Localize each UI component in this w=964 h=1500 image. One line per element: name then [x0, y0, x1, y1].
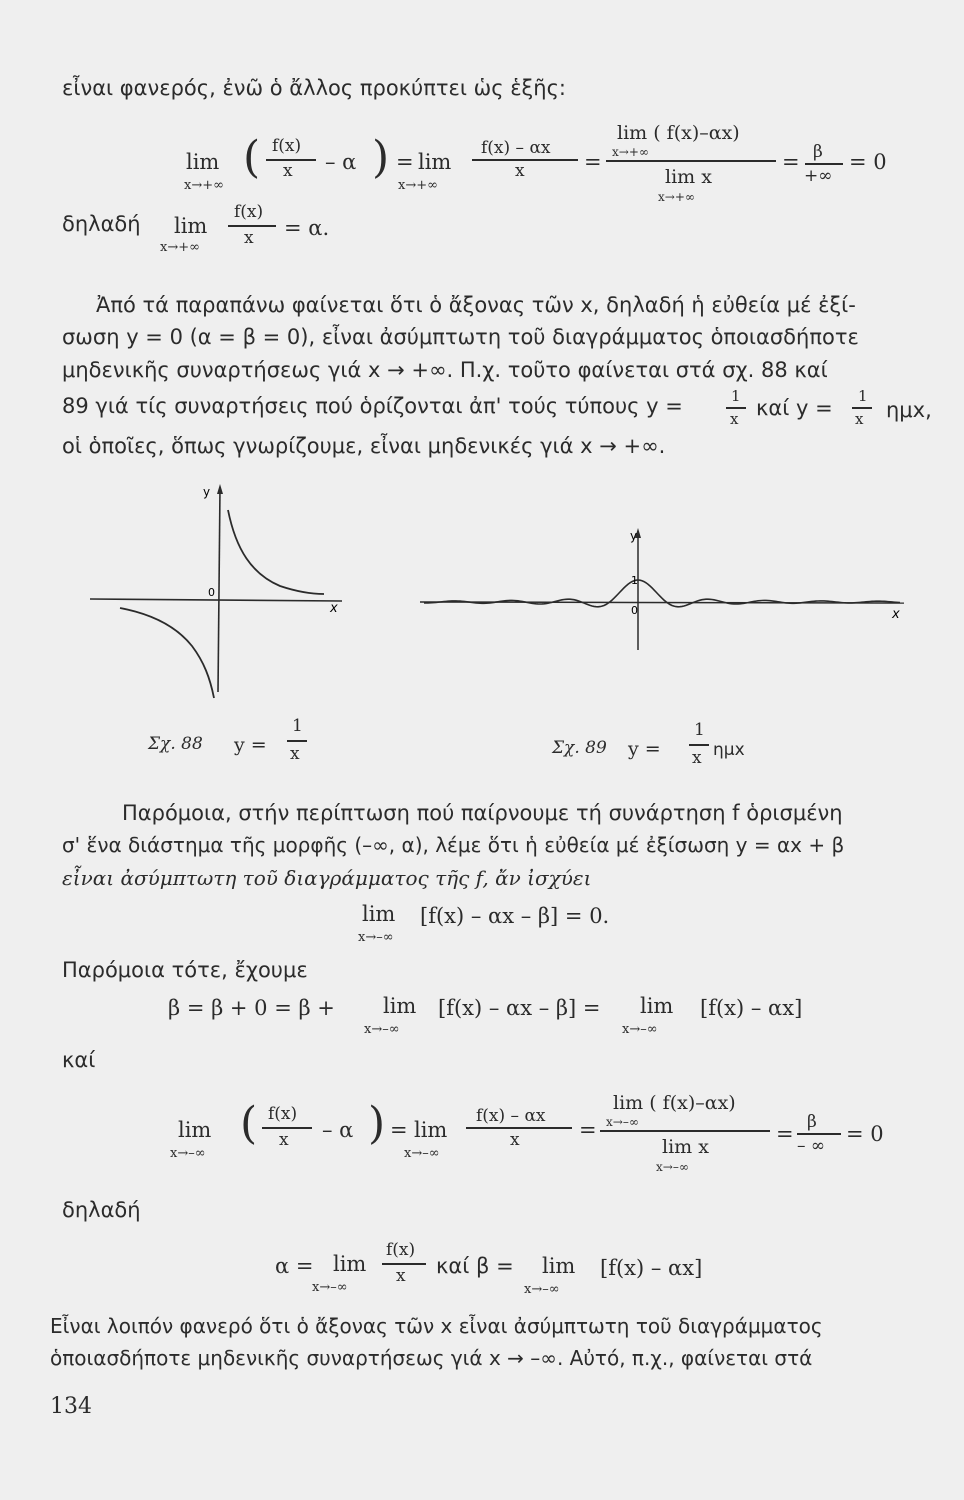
p1-frac2-bar — [852, 407, 872, 409]
fraction4-bar — [805, 163, 843, 165]
p1-line-5: οἱ ὁποῖες, ὅπως γνωρίζουμε, εἶναι μηδενικές γιά x → +∞. — [62, 434, 666, 458]
eq5-lim-x: lim x — [662, 1136, 709, 1158]
eq6-lim1: lim — [333, 1252, 367, 1276]
eq5-lim-x-sub: x→–∞ — [656, 1160, 689, 1174]
equals-sign-3: = — [782, 150, 800, 174]
eq5-frac1-bar — [262, 1127, 312, 1129]
eq5-lim-sub: x→–∞ — [170, 1146, 206, 1161]
eq5-minus-inf: – ∞ — [797, 1136, 826, 1156]
line-kai: καί — [62, 1048, 96, 1072]
lim-subscript-2: x→+∞ — [398, 178, 438, 193]
fig88-caption-eq: y = — [234, 734, 267, 756]
fraction2-numerator: f(x) – αx — [481, 138, 551, 158]
eq5-equals: = — [390, 1118, 408, 1142]
lim-f-label: lim ( f(x)–αx) — [617, 122, 740, 144]
p3-line-1: Εἶναι λοιπόν φανερό ὅτι ὁ ἄξονας τῶν x εἶναι ἀσύμπτωτη τοῦ διαγράμματος — [50, 1314, 823, 1338]
fig88-origin: 0 — [208, 586, 215, 599]
lim-label: lim — [186, 150, 220, 174]
fig88-caption-den: x — [290, 744, 300, 764]
fig88-x-label: x — [330, 601, 338, 616]
fig89-caption-tail: ημx — [713, 740, 745, 760]
eq2-fraction-bar — [228, 225, 276, 227]
eq5-lim2: lim — [414, 1118, 448, 1142]
fig89-caption-eq: y = — [628, 738, 661, 760]
eq4-sub2: x→–∞ — [622, 1022, 658, 1037]
lim-x-label: lim x — [665, 166, 712, 188]
fig89-y-label: y — [630, 529, 638, 543]
fig88-y-label: y — [203, 485, 211, 499]
fig89-origin: 0 — [631, 604, 638, 617]
eq6-frac-bar — [382, 1263, 426, 1265]
fig89-caption-num: 1 — [694, 720, 705, 740]
p1-line-1: Ἀπό τά παραπάνω φαίνεται ὅτι ὁ ἄξονας τῶν x, δηλαδή ἡ εὐθεία μέ ἐξί- — [96, 293, 856, 317]
p2-line-2: σ' ἕνα διάστημα τῆς μορφῆς (–∞, α), λέμε ὅτι ἡ εὐθεία μέ ἐξίσωση y = αx + β — [62, 833, 845, 857]
eq5-frac2-bar — [466, 1127, 572, 1129]
fig88-caption-label: Σχ. 88 — [148, 734, 203, 754]
eq5-frac1-num: f(x) — [268, 1104, 298, 1124]
eq5-frac3-bar — [600, 1130, 770, 1132]
eq5-frac2-den: x — [510, 1130, 520, 1150]
minus-alpha: – α — [325, 150, 357, 174]
eq2-numerator: f(x) — [234, 202, 264, 222]
plus-infinity-denominator: +∞ — [804, 166, 833, 186]
lim-label-3: lim — [174, 214, 208, 238]
lim-x-subscript: x→+∞ — [658, 190, 695, 204]
eq5-equals-2: = — [579, 1118, 597, 1142]
eq5-frac1-den: x — [279, 1130, 289, 1150]
eq6-den: x — [396, 1266, 406, 1286]
fig89-caption-label: Σχ. 89 — [552, 738, 607, 758]
eq4-sub1: x→–∞ — [364, 1022, 400, 1037]
eq2-result: = α. — [284, 216, 330, 240]
fig88-y-arrow — [217, 484, 223, 494]
p2-line-1: Παρόμοια, στήν περίπτωση πού παίρνουμε τή συνάρτηση f ὁρισμένη — [122, 801, 843, 825]
eq6-lim2: lim — [542, 1254, 576, 1278]
eq5-minus-alpha: – α — [322, 1118, 354, 1142]
p1-line-3: μηδενικῆς συναρτήσεως γιά x → +∞. Π.χ. τοῦτο φαίνεται στά σχ. 88 καί — [62, 358, 828, 382]
eq6-sub1: x→–∞ — [312, 1280, 348, 1295]
open-paren: ( — [243, 132, 261, 183]
p1-frac1-den: x — [730, 410, 739, 428]
p1-line-4: 89 γιά τίς συναρτήσεις πού ὁρίζονται ἀπ' τούς τύπους y = — [62, 394, 683, 418]
eq6-body: [f(x) – αx] — [600, 1256, 703, 1280]
dilady-prefix: δηλαδή — [62, 212, 141, 236]
beta-numerator: β — [813, 142, 823, 162]
fraction-numerator: f(x) — [272, 136, 302, 156]
fraction2-denominator: x — [515, 161, 525, 181]
eq3-body: [f(x) – αx – β] = 0. — [420, 904, 610, 928]
p2-line-3: εἶναι ἀσύμπτωτη τοῦ διαγράμματος τῆς f, ἄν ἰσχύει — [62, 866, 592, 890]
p1-line-2: σωση y = 0 (α = β = 0), εἶναι ἀσύμπτωτη τοῦ διαγράμματος ὁποιασδήποτε — [62, 325, 859, 349]
fig89-one-label: 1 — [631, 574, 638, 587]
eq5-frac2-num: f(x) – αx — [476, 1106, 546, 1126]
fraction-denominator: x — [283, 161, 293, 181]
p3-line-2: ὁποιασδήποτε μηδενικῆς συναρτήσεως γιά x → –∞. Αὐτό, π.χ., φαίνεται στά — [50, 1346, 813, 1370]
eq5-open-paren: ( — [240, 1098, 258, 1149]
equals-sign-2: = — [584, 150, 602, 174]
result-zero: = 0 — [849, 150, 887, 174]
eq4-lead: β = β + 0 = β + — [168, 996, 335, 1020]
intro-line: εἶναι φανερός, ἐνῶ ὁ ἄλλος προκύπτει ὡς ἑξῆς: — [62, 76, 566, 100]
fig88-x-axis — [90, 599, 342, 601]
eq6-num: f(x) — [386, 1240, 416, 1260]
fraction3-bar — [606, 160, 776, 162]
fig89-caption-bar — [689, 744, 709, 746]
fig88-caption-bar — [287, 740, 307, 742]
fig88-curve-negative — [120, 608, 214, 698]
fig88-curve-positive — [228, 510, 324, 594]
eq3-sub: x→–∞ — [358, 930, 394, 945]
eq5-frac4-bar — [797, 1133, 841, 1135]
close-paren: ) — [372, 132, 390, 183]
line-paromoia: Παρόμοια τότε, ἔχουμε — [62, 958, 308, 982]
equals-sign: = — [396, 150, 414, 174]
line-dilady: δηλαδή — [62, 1198, 141, 1222]
lim-label-2: lim — [418, 150, 452, 174]
fraction2-bar — [472, 159, 578, 161]
fig89-caption-den: x — [692, 748, 702, 768]
eq4-lim2: lim — [640, 994, 674, 1018]
lim-subscript: x→+∞ — [184, 178, 224, 193]
p1-frac2-den: x — [855, 410, 864, 428]
lim-subscript-3: x→+∞ — [160, 240, 200, 255]
eq5-lim-f-sub: x→–∞ — [606, 1115, 639, 1129]
fig89-x-label: x — [892, 607, 900, 622]
page-number: 134 — [50, 1394, 92, 1419]
eq3-lim: lim — [362, 902, 396, 926]
eq4-body1: [f(x) – αx – β] = — [438, 996, 601, 1020]
eq5-close-paren: ) — [368, 1098, 386, 1149]
p1-frac1-bar — [726, 407, 746, 409]
p1-frac1-num: 1 — [731, 387, 741, 405]
p1-frac2-num: 1 — [858, 387, 868, 405]
eq5-result: = 0 — [846, 1122, 884, 1146]
eq2-denominator: x — [244, 228, 254, 248]
p1-kai-y: καί y = — [756, 396, 833, 420]
eq6-sub2: x→–∞ — [524, 1282, 560, 1297]
p1-tail: ημx, — [886, 398, 932, 422]
fig88-y-axis — [218, 488, 220, 692]
eq5-lim-f-label: lim ( f(x)–αx) — [613, 1092, 736, 1114]
fig88-caption-num: 1 — [292, 716, 303, 736]
eq4-lim1: lim — [383, 994, 417, 1018]
eq5-lim: lim — [178, 1118, 212, 1142]
lim-f-subscript: x→+∞ — [612, 145, 649, 159]
eq5-beta: β — [807, 1112, 817, 1132]
figure-89 — [410, 510, 910, 660]
eq5-equals-3: = — [776, 1122, 794, 1146]
eq4-body2: [f(x) – αx] — [700, 996, 803, 1020]
eq6-alpha-eq: α = — [275, 1254, 314, 1278]
eq5-lim2-sub: x→–∞ — [404, 1146, 440, 1161]
figure-88 — [80, 480, 360, 720]
eq6-kai-beta: καί β = — [436, 1254, 514, 1278]
